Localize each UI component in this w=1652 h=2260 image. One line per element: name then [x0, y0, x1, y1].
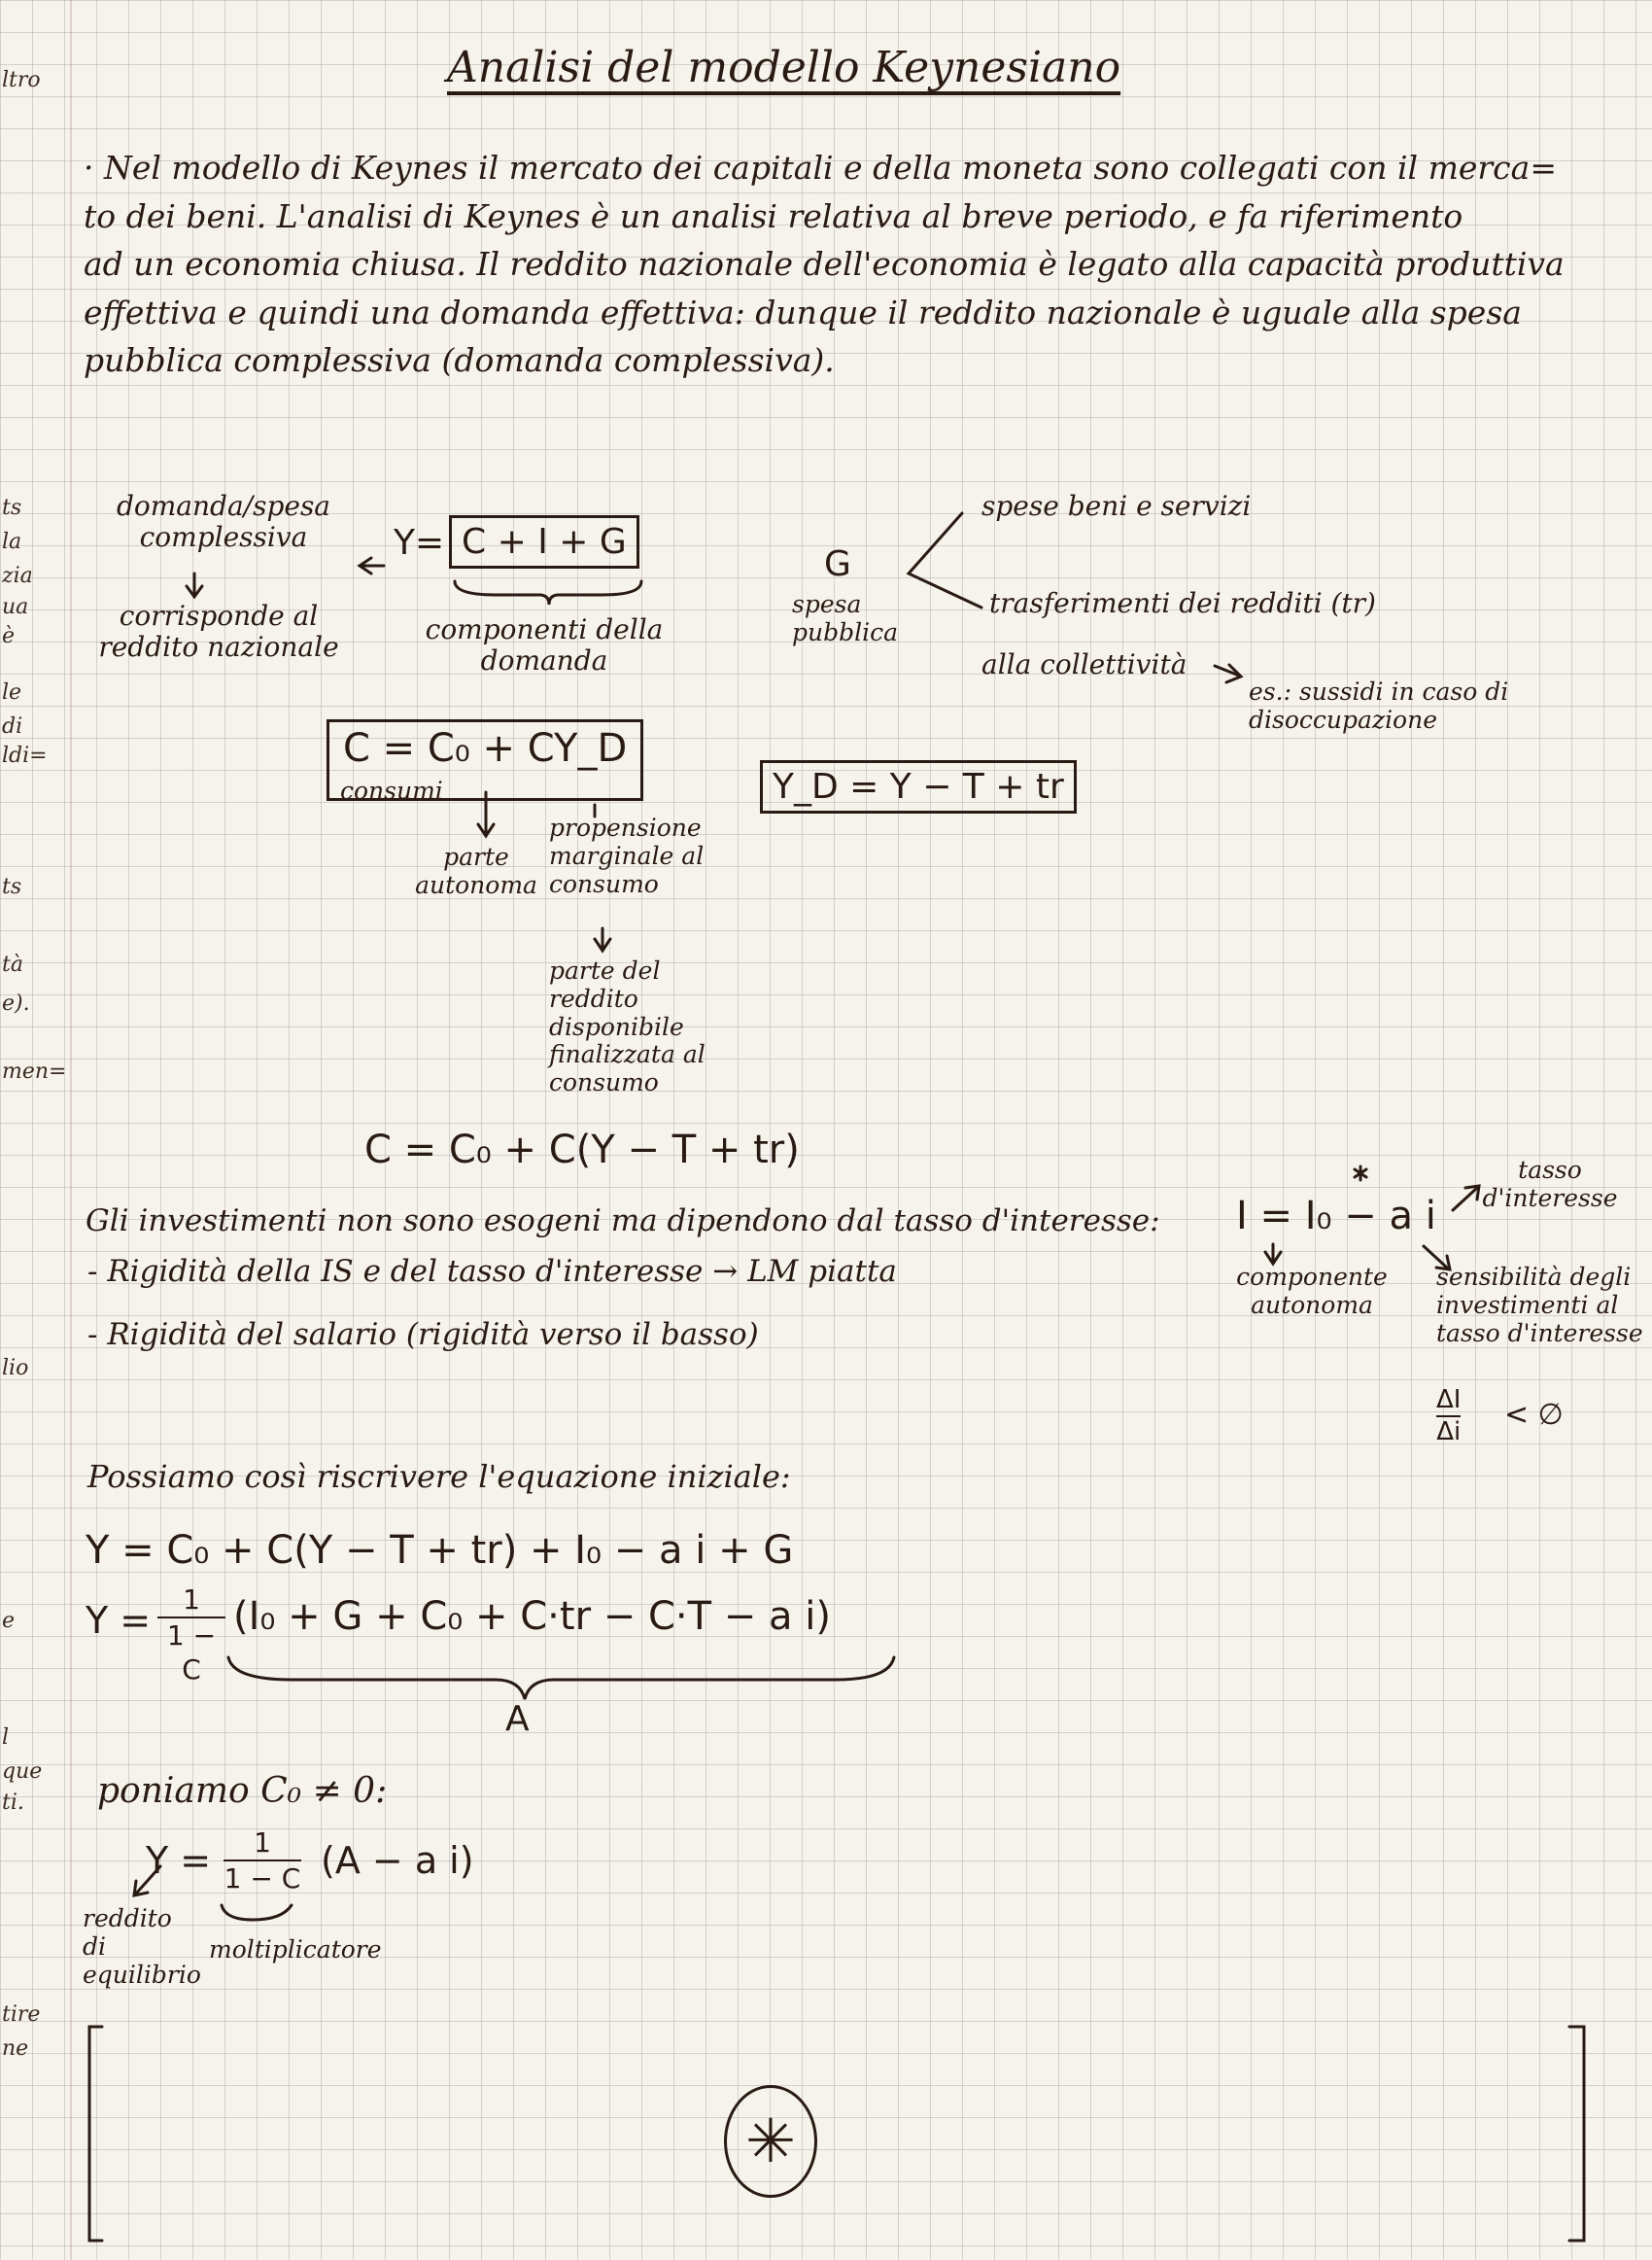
margin-note: l: [2, 1725, 10, 1750]
equilibrium-equation-3-lhs: Y =: [146, 1839, 212, 1882]
investimenti-sentence: Gli investimenti non sono esogeni ma dipendono dal tasso d'interesse:: [86, 1203, 1160, 1238]
spesa-pubblica-label: spesa pubblica: [792, 590, 899, 646]
margin-note: men=: [2, 1060, 67, 1084]
rigidita-is-bullet: - Rigidità della IS e del tasso d'interesse → LM piatta: [87, 1254, 897, 1289]
margin-note: zia: [2, 564, 33, 588]
arrow-down-icon: [187, 574, 202, 597]
brace-icon: [228, 1657, 894, 1699]
equilibrium-eq3-paren: (A − a i): [321, 1839, 474, 1882]
brace-icon: [222, 1905, 292, 1920]
consumi-label: consumi: [340, 777, 443, 805]
domanda-arrow-note: corrisponde al reddito nazionale: [98, 600, 339, 664]
eq3-num: 1: [224, 1825, 301, 1861]
margin-note: e: [2, 1609, 16, 1633]
margin-note: ts: [2, 875, 22, 899]
derivative-den: Δi: [1436, 1417, 1462, 1447]
bracket-left: [89, 2027, 102, 2241]
equilibrium-eq2-paren: (I₀ + G + C₀ + C·tr − C·T − a i): [233, 1594, 831, 1639]
moltiplicatore-label: moltiplicatore: [209, 1935, 382, 1964]
propensione-detail: parte del reddito disponibile finalizzata al consumo: [549, 956, 706, 1096]
equilibrium-eq3-fraction: [224, 1825, 301, 1895]
margin-note: lio: [2, 1356, 29, 1380]
income-equation-box: C + I + G: [449, 515, 639, 569]
footer-asterisk-icon: ✳: [724, 2085, 817, 2198]
brace-icon: [455, 581, 641, 605]
income-equation-lhs: Y=: [394, 523, 445, 563]
arrow-left-icon: [360, 558, 384, 574]
eq3-den: 1 − C: [224, 1862, 301, 1895]
margin-note: di: [2, 714, 23, 739]
star-mark-icon: [1355, 1166, 1366, 1180]
margin-note: e).: [2, 991, 30, 1016]
margin-note: que: [2, 1759, 43, 1784]
equilibrium-equation-2-lhs: Y =: [86, 1599, 152, 1642]
margin-note: ti.: [2, 1791, 24, 1815]
consumption-equation: C = C₀ + CY_D: [343, 726, 628, 771]
consumption-expanded: C = C₀ + C(Y − T + tr): [364, 1128, 800, 1172]
intro-paragraph: [84, 144, 1638, 385]
bracket-right: [1569, 2027, 1584, 2241]
tasso-label: tasso d'interesse: [1482, 1156, 1618, 1212]
eq2-den: 1 − C: [166, 1619, 217, 1686]
arrow-down-icon: [1265, 1244, 1281, 1264]
margin-note: ltro: [2, 68, 41, 92]
equilibrium-equation-1: Y = C₀ + C(Y − T + tr) + I₀ − a i + G: [86, 1528, 794, 1573]
margin-note: ua: [2, 595, 29, 619]
margin-line: [70, 0, 72, 2260]
disposable-income-box: Y_D = Y − T + tr: [760, 760, 1077, 814]
equilibrio-intro: Possiamo così riscrivere l'equazione iniziale:: [87, 1458, 791, 1495]
parte-autonoma-label: parte autonoma: [415, 843, 537, 899]
margin-note: tire: [2, 2002, 41, 2027]
margin-note: ne: [2, 2036, 29, 2061]
autonoma-label: componente autonoma: [1236, 1263, 1388, 1319]
arrow-down-icon: [595, 928, 610, 951]
components-label: componenti della domanda: [425, 613, 664, 678]
propensione-label: propensione marginale al consumo: [549, 814, 705, 898]
derivative-num: ΔI: [1436, 1385, 1461, 1417]
rigidita-salario-bullet: - Rigidità del salario (rigidità verso il basso): [87, 1317, 759, 1352]
margin-note: ldi=: [2, 744, 48, 768]
intro-line: ad un economia chiusa. Il reddito nazionale dell'economia è legato alla capacità produttiva: [84, 245, 1565, 283]
spesa-branch-trasferimenti: trasferimenti dei redditi (tr): [989, 587, 1376, 619]
autonomous-demand-label: A: [505, 1699, 530, 1739]
domanda-label: domanda/spesa complessiva: [116, 490, 331, 554]
eq2-num: 1: [157, 1582, 225, 1618]
margin-note: la: [2, 530, 22, 554]
margin-note: tà: [2, 953, 23, 977]
intro-line: to dei beni. L'analisi di Keynes è un analisi relativa al breve periodo, e fa riferimento: [84, 196, 1463, 235]
spesa-branch-collettivita: alla collettività: [981, 648, 1187, 680]
sensibilita-label: sensibilità degli investimenti al tasso d'interesse: [1436, 1263, 1643, 1347]
g-symbol: G: [824, 544, 851, 584]
margin-note: è: [2, 624, 16, 648]
intro-line: effettiva e quindi una domanda effettiva: dunque il reddito nazionale è uguale alla spesa: [84, 293, 1522, 331]
margin-note: le: [2, 680, 22, 705]
derivative-fraction: [1436, 1385, 1461, 1447]
poniamo-line: poniamo C₀ ≠ 0:: [97, 1771, 388, 1811]
intro-line: pubblica complessiva (domanda complessiva).: [84, 341, 835, 379]
reddito-equilibrio-label: reddito di equilibrio: [83, 1904, 201, 1989]
sussidi-example: es.: sussidi in caso di disoccupazione: [1249, 678, 1509, 734]
equilibrium-eq2-fraction: [157, 1582, 225, 1686]
derivative-relation: < ∅: [1504, 1398, 1564, 1432]
intro-line: · Nel modello di Keynes il mercato dei capitali e della moneta sono collegati con il merca=: [84, 149, 1557, 187]
page-title: Analisi del modello Keynesiano: [447, 43, 1121, 92]
investment-equation: I = I₀ − a i: [1236, 1194, 1436, 1238]
margin-note: ts: [2, 496, 22, 520]
arrow-right-icon: [1215, 665, 1241, 682]
spesa-branch-beni: spese beni e servizi: [981, 490, 1252, 522]
